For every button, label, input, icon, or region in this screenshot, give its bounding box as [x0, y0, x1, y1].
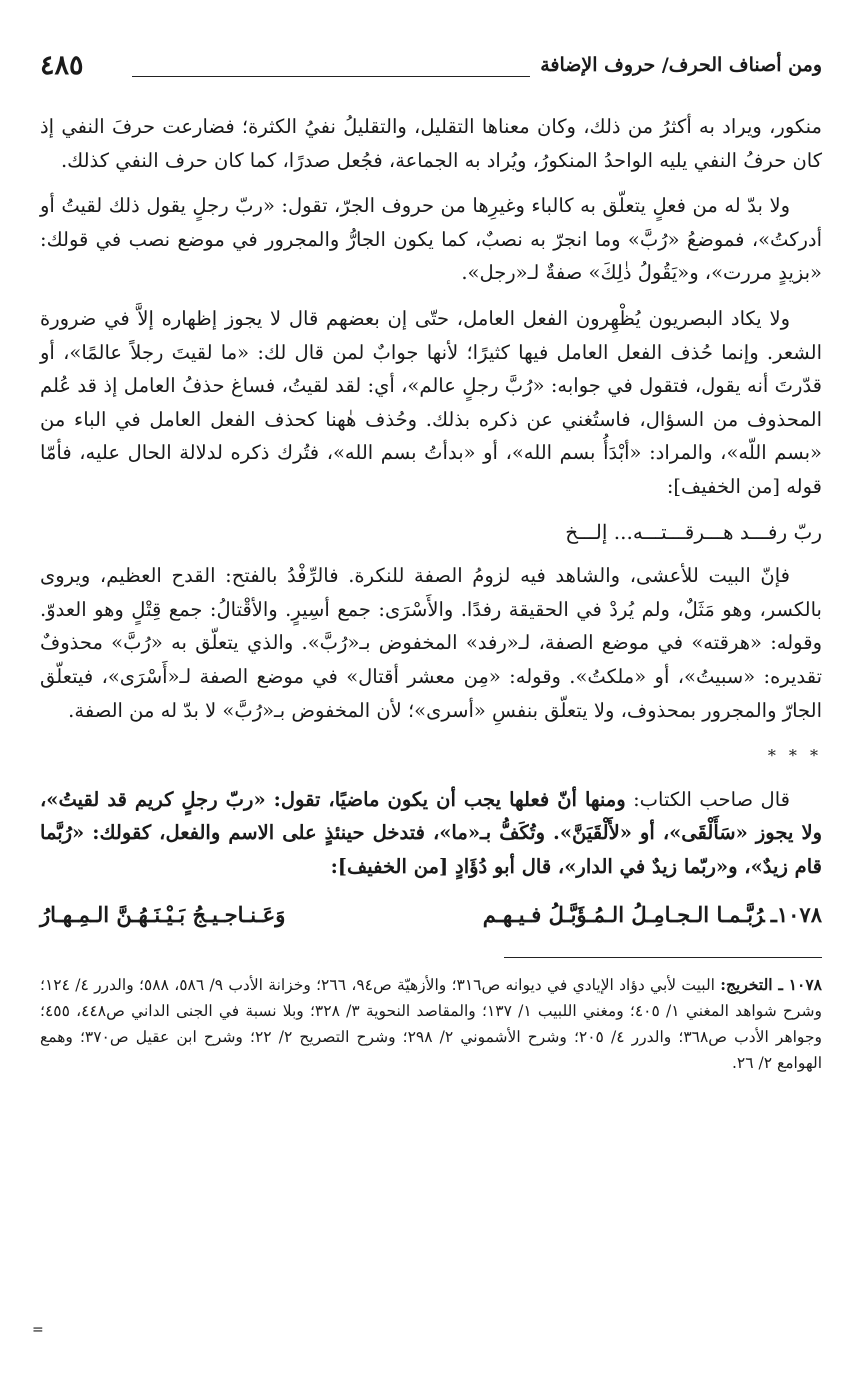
margin-mark: = — [32, 1322, 44, 1338]
verse-line — [40, 897, 822, 933]
section-separator: * * * — [767, 746, 822, 766]
page-number: ٤٨٥ — [40, 50, 84, 81]
author-quote-text: ومنها أنّ فعلها يجب أن يكون ماضيًا، تقول: «ربّ رجلٍ كريم قد لقيتُ»، ولا يجوز «سَأَلْقَى»، أو «لأَلْقَيَنَّ». وتُكَفُّ بـ«ما»، فتدخل حينئذٍ على الاسم والفعل، كقولك: «رُبَّما قام زيدٌ»، و«ربّما زيدٌ في الدار»، قال أبو دُؤَادٍ [من الخفيف]: — [40, 787, 822, 878]
footnote-label: ١٠٧٨ ـ التخريج: — [720, 975, 822, 995]
paragraph-3: ولا يكاد البصريون يُظْهِرون الفعل العامل، حتّى إن بعضهم قال لا يجوز إظهاره إلاَّ في ضرورة الشعر. وإنما حُذف الفعل العامل فيها كثيرًا؛ لأنها جوابٌ لمن قال لك: «ما لقيتَ رجلاً عالمًا»، أو قدّرتَ أنه يقول، فتقول في جوابه: «رُبَّ رجلٍ عالم»، أي: لقد لقيتُ، فساغ حذفُ العامل إذ قد عُلم المحذوف من السؤال، فاستُغني عن ذكره بذلك. وحُذف هٰهنا كحذف الفعل العامل في الباء من «بسم اللّه»، والمراد: «أبْدَأُ بسم الله»، أو «بدأتُ بسم الله»، فتُرك ذكره لدلالة الحال عليه، فأمّا قوله [من الخفيف]: — [40, 306, 822, 498]
verse-first-half: رُبَّـمـا الـجـامِـلُ الـمُـؤَبَّـلُ فـيـهـم — [482, 902, 765, 928]
verse-number: ١٠٧٨ـ — [770, 902, 822, 928]
author-quote-paragraph — [40, 783, 822, 884]
footnote-text: البيت لأبي دؤاد الإيادي في ديوانه ص٣١٦؛ والأزهيّة ص٩٤، ٢٦٦؛ وخزانة الأدب ٩/ ٥٨٦، ٥٨٨؛ والدرر ٤/ ١٢٤؛ وشرح شواهد المغني ١/ ٤٠٥؛ ومغني اللبيب ١/ ١٣٧؛ والمقاصد النحوية ٣/ ٣٢٨؛ وبلا نسبة في الجنى الداني ص٤٤٨، ٤٥٥؛ وجواهر الأدب ص٣٦٨؛ والدرر ٤/ ٢٠٥؛ وشرح الأشموني ٢/ ٢٩٨؛ وشرح التصريح ٢/ ٢٢؛ وشرح ابن عقيل ص٣٧٠؛ وهمع الهوامع ٢/ ٢٦. — [40, 976, 823, 1073]
verse-first-half-wrap — [483, 897, 822, 933]
paragraph-1: منكور، ويراد به أكثرُ من ذلك، وكان معناها التقليل، والتقليلُ نفيُ الكثرة؛ فضارعت حرفَ النفي إذ كان حرفُ النفي يليه الواحدُ المنكورُ، ويُراد به الجماعة، فجُعل صدرًا، كما كان حرف النفي كذلك. — [40, 115, 822, 172]
author-quote-intro: قال صاحب الكتاب: — [633, 787, 790, 811]
book-page — [40, 50, 822, 1076]
paragraph-2: ولا بدّ له من فعلٍ يتعلّق به كالباء وغيرِها من حروف الجرّ، تقول: «ربّ رجلٍ يقول ذلك لقيتُ أو أدركتُ»، فموضعُ «رُبَّ» وما انجرّ به نصبٌ، كما يكون الجارُّ والمجرور في موضع نصب في قولك: «بزيدٍ مررت»، و«يَقُولُ ذٰلِكَ» صفةٌ لـ«رجل». — [40, 194, 822, 285]
footnote-rule — [504, 957, 822, 958]
page-header — [40, 50, 822, 90]
main-text — [40, 110, 822, 933]
header-rule — [132, 76, 530, 77]
verse-second-half: وَعَـنـاجـيـجُ بَـيْـنَـهُـنَّ الـمِـهـارُ — [40, 902, 286, 928]
footnote — [40, 972, 822, 1076]
verse-fragment: ربّ رفـــد هـــرقـــتـــه... إلـــخ — [565, 519, 822, 544]
running-title: ومن أصناف الحرف/ حروف الإضافة — [540, 54, 822, 76]
paragraph-4: فإنّ البيت للأعشى، والشاهد فيه لزومُ الصفة للنكرة. فالرِّفْدُ بالفتح: القدح العظيم، ويروى بالكسر، وهو مَثَلٌ، ولم يُردْ في الحقيقة رفدًا. والأَسْرَى: جمع أسِيرٍ. والأقْتالُ: جمع قِتْلٍ وهو العدوّ. وقوله: «هرقته» في موضع الصفة، لـ«رفد» المخفوض بـ«رُبَّ». والذي يتعلّق به «رُبَّ» محذوفٌ تقديره: «سبيتُ»، أو «ملكتُ». وقوله: «مِن معشر أقتال» في موضع الصفة لـ«أَسْرَى»، فيتعلّق الجارّ والمجرور بمحذوف، ولا يتعلّق بنفسِ «أسرى»؛ لأن المخفوض بـ«رُبَّ» لا بدّ له من الصفة. — [40, 564, 822, 722]
